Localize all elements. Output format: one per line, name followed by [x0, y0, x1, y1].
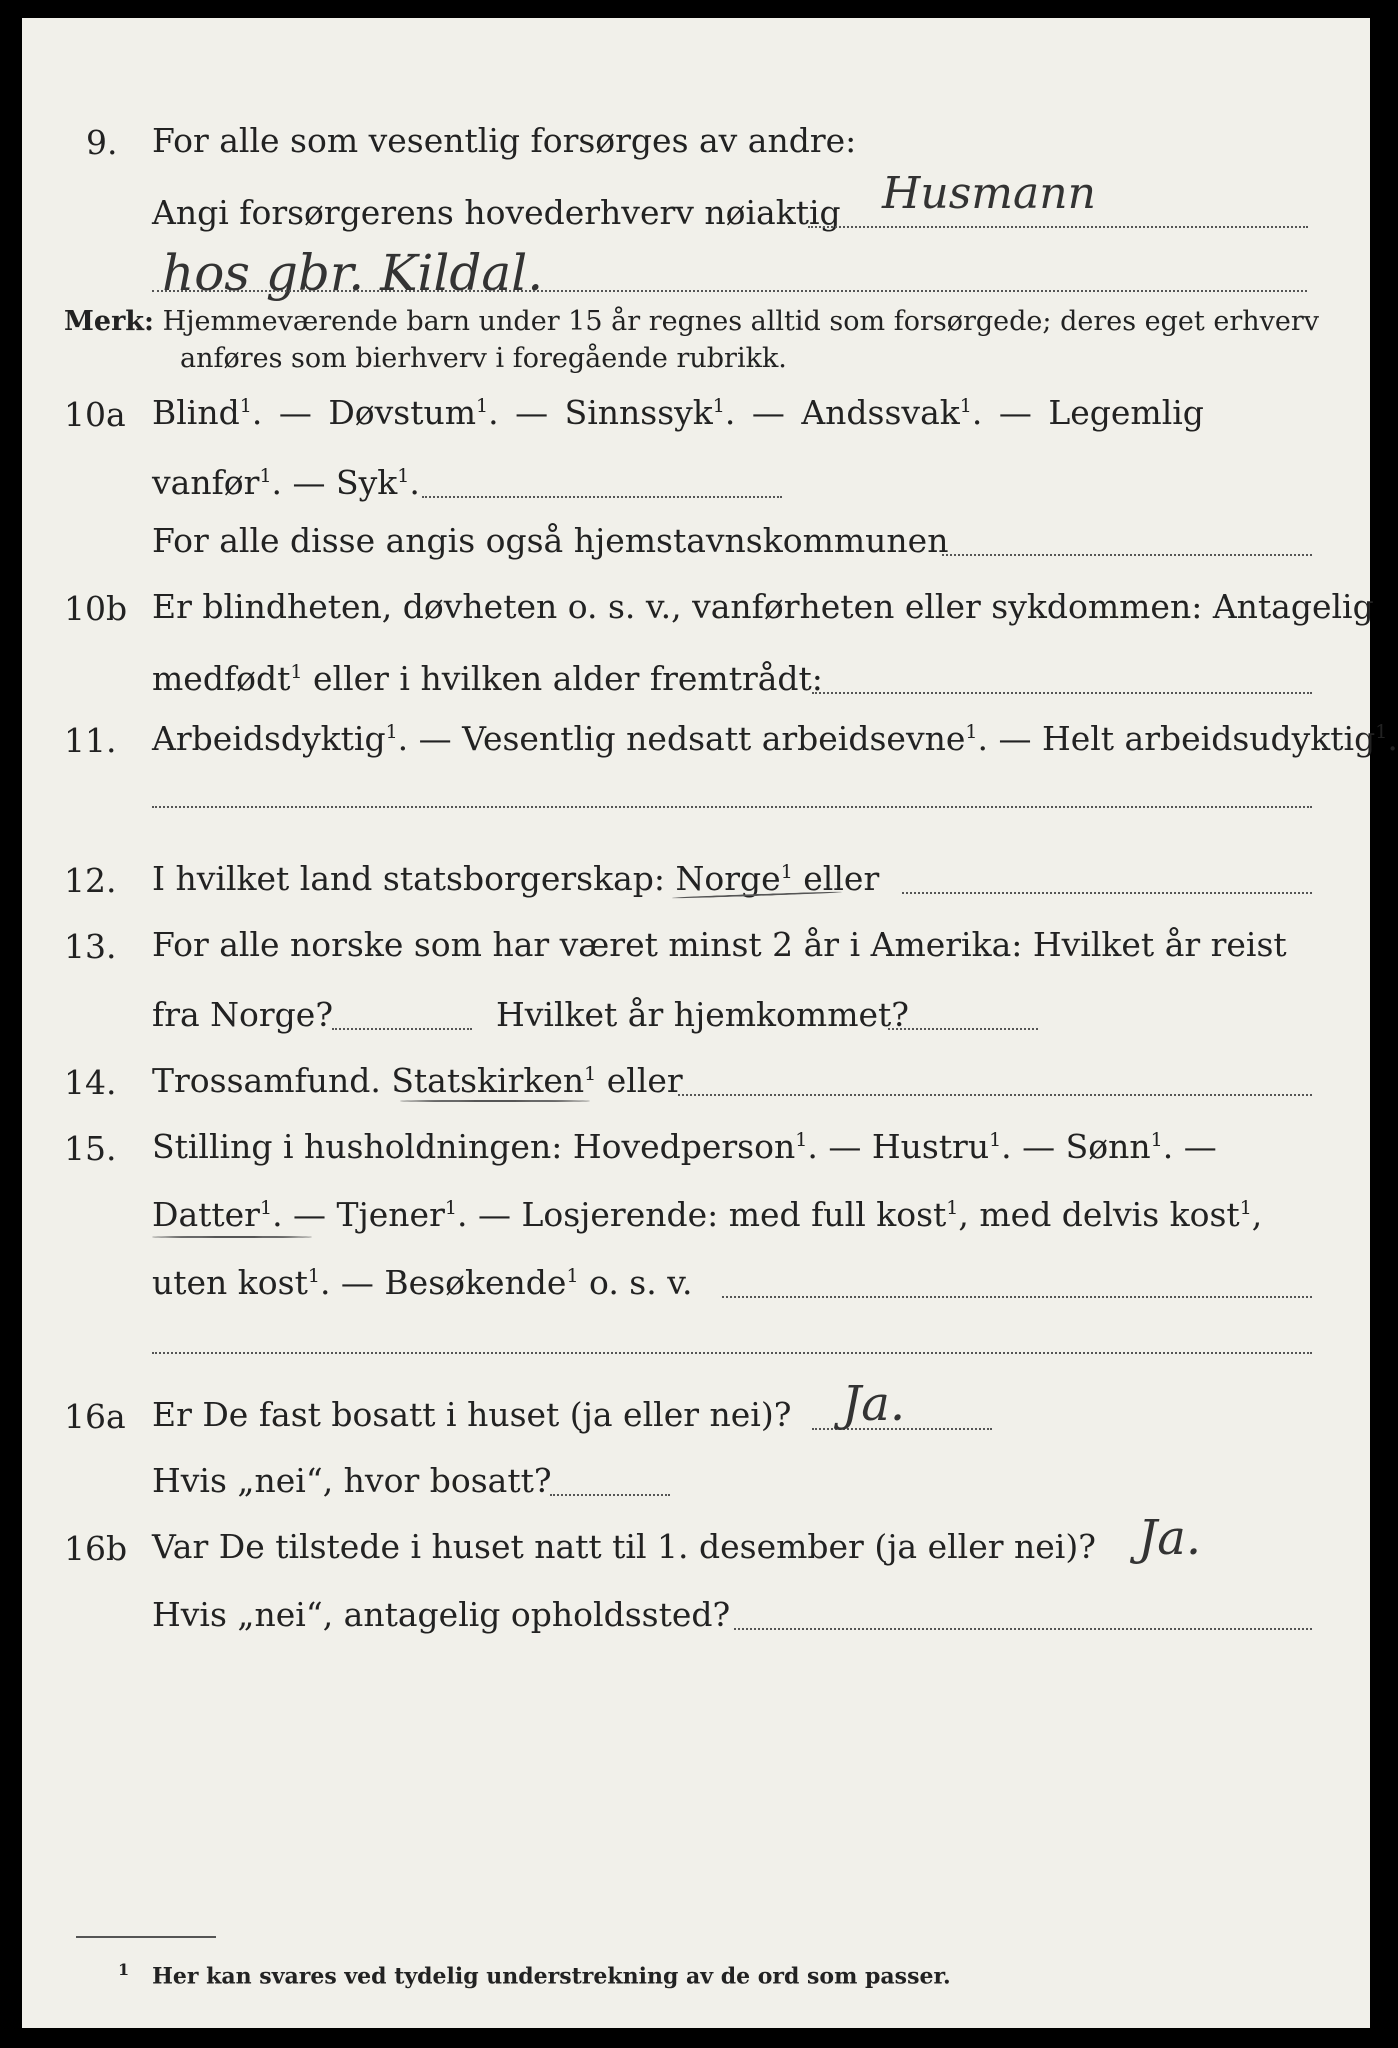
q9-handwritten-answer-2: hos gbr. Kildal. — [162, 244, 544, 302]
q15-number: 15. — [64, 1129, 117, 1168]
q15-answer-line-2 — [152, 1352, 1312, 1354]
q16b-number: 16b — [64, 1529, 128, 1568]
q10a-answer-line-2 — [942, 554, 1312, 556]
q9-line1: For alle som vesentlig forsørges av andre: — [152, 121, 857, 160]
q9-line2: Angi forsørgerens hovederhverv nøiaktig — [152, 193, 841, 232]
q10a-line1: Blind$^1$. — Døvstum$^1$. — Sinnssyk$^1$. — Andssvak$^1$. — Legemlig — [152, 393, 1204, 432]
q16a-number: 16a — [64, 1397, 126, 1436]
q9-number: 9. — [86, 123, 118, 162]
q15-line2: Datter$^1$. — Tjener$^1$. — Losjerende: med full kost$^1$, med delvis kost$^1$, — [152, 1195, 1263, 1234]
q10a-line2: vanfør$^1$. — Syk$^1$. — [152, 463, 420, 502]
q15-answer-line-1 — [722, 1296, 1312, 1298]
census-form-page — [22, 18, 1398, 2028]
q12-line: I hvilket land statsborgerskap: Norge$^1$ eller — [152, 859, 880, 898]
q11-number: 11. — [64, 721, 117, 760]
q13-line1: For alle norske som har været minst 2 år i Amerika: Hvilket år reist — [152, 925, 1287, 964]
q10a-answer-line-1 — [422, 496, 782, 498]
footnote-mark: 1 — [118, 1960, 130, 1979]
q15-line1: Stilling i husholdningen: Hovedperson$^1$. — Hustru$^1$. — Sønn$^1$. — — [152, 1127, 1217, 1166]
q16b-handwritten-answer: Ja. — [1138, 1510, 1202, 1566]
q10b-number: 10b — [64, 589, 128, 628]
q9-answer-line-2 — [152, 290, 1307, 292]
q13-line2b: Hvilket år hjemkommet? — [496, 995, 909, 1034]
q16b-answer-line — [734, 1628, 1312, 1630]
q10b-line1: Er blindheten, døvheten o. s. v., vanførheten eller sykdommen: Antagelig — [152, 587, 1374, 626]
footnote-rule — [76, 1936, 216, 1938]
q13-answer-line-1 — [332, 1028, 472, 1030]
q16b-line2: Hvis „nei“, antagelig opholdssted? — [152, 1595, 731, 1634]
q15-datter-underline — [152, 1236, 312, 1238]
q14-line: Trossamfund. Statskirken$^1$ eller — [152, 1061, 683, 1100]
q16b-line1: Var De tilstede i huset natt til 1. desember (ja eller nei)? — [152, 1527, 1096, 1566]
q16a-handwritten-answer: Ja. — [842, 1376, 906, 1432]
footnote — [118, 1960, 951, 1989]
q14-answer-line — [678, 1094, 1312, 1096]
q15-line3: uten kost$^1$. — Besøkende$^1$ o. s. v. — [152, 1263, 693, 1302]
q14-statskirken-underline — [400, 1100, 590, 1102]
q13-line2a: fra Norge? — [152, 995, 334, 1034]
q11-answer-line — [152, 806, 1312, 808]
q10a-number: 10a — [64, 395, 126, 434]
merk-note-line1 — [64, 308, 1319, 335]
q9-handwritten-answer-1: Husmann — [882, 168, 1096, 219]
q10b-line2: medfødt$^1$ eller i hvilken alder fremtrådt: — [152, 659, 823, 698]
footnote-text: Her kan svares ved tydelig understrekning av de ord som passer. — [152, 1963, 951, 1990]
q10b-answer-line — [812, 692, 1312, 694]
q11-line: Arbeidsdyktig$^1$. — Vesentlig nedsatt arbeidsevne$^1$. — Helt arbeidsudyktig$^1$. — [152, 719, 1398, 758]
merk-text-1: Hjemmeværende barn under 15 år regnes alltid som forsørgede; deres eget erhverv — [162, 306, 1320, 337]
q10a-line3: For alle disse angis også hjemstavnskommunen — [152, 521, 949, 560]
q16a-answer-line-2 — [550, 1494, 670, 1496]
q14-number: 14. — [64, 1063, 117, 1102]
q13-number: 13. — [64, 927, 117, 966]
q12-number: 12. — [64, 861, 117, 900]
merk-label: Merk: — [64, 306, 154, 337]
q9-answer-line-1 — [808, 226, 1308, 228]
q13-answer-line-2 — [888, 1028, 1038, 1030]
q12-answer-line — [902, 892, 1312, 894]
q16a-line2: Hvis „nei“, hvor bosatt? — [152, 1461, 552, 1500]
q16a-line1: Er De fast bosatt i huset (ja eller nei)? — [152, 1395, 792, 1434]
merk-note-line2: anføres som bierhverv i foregående rubrikk. — [180, 343, 787, 374]
